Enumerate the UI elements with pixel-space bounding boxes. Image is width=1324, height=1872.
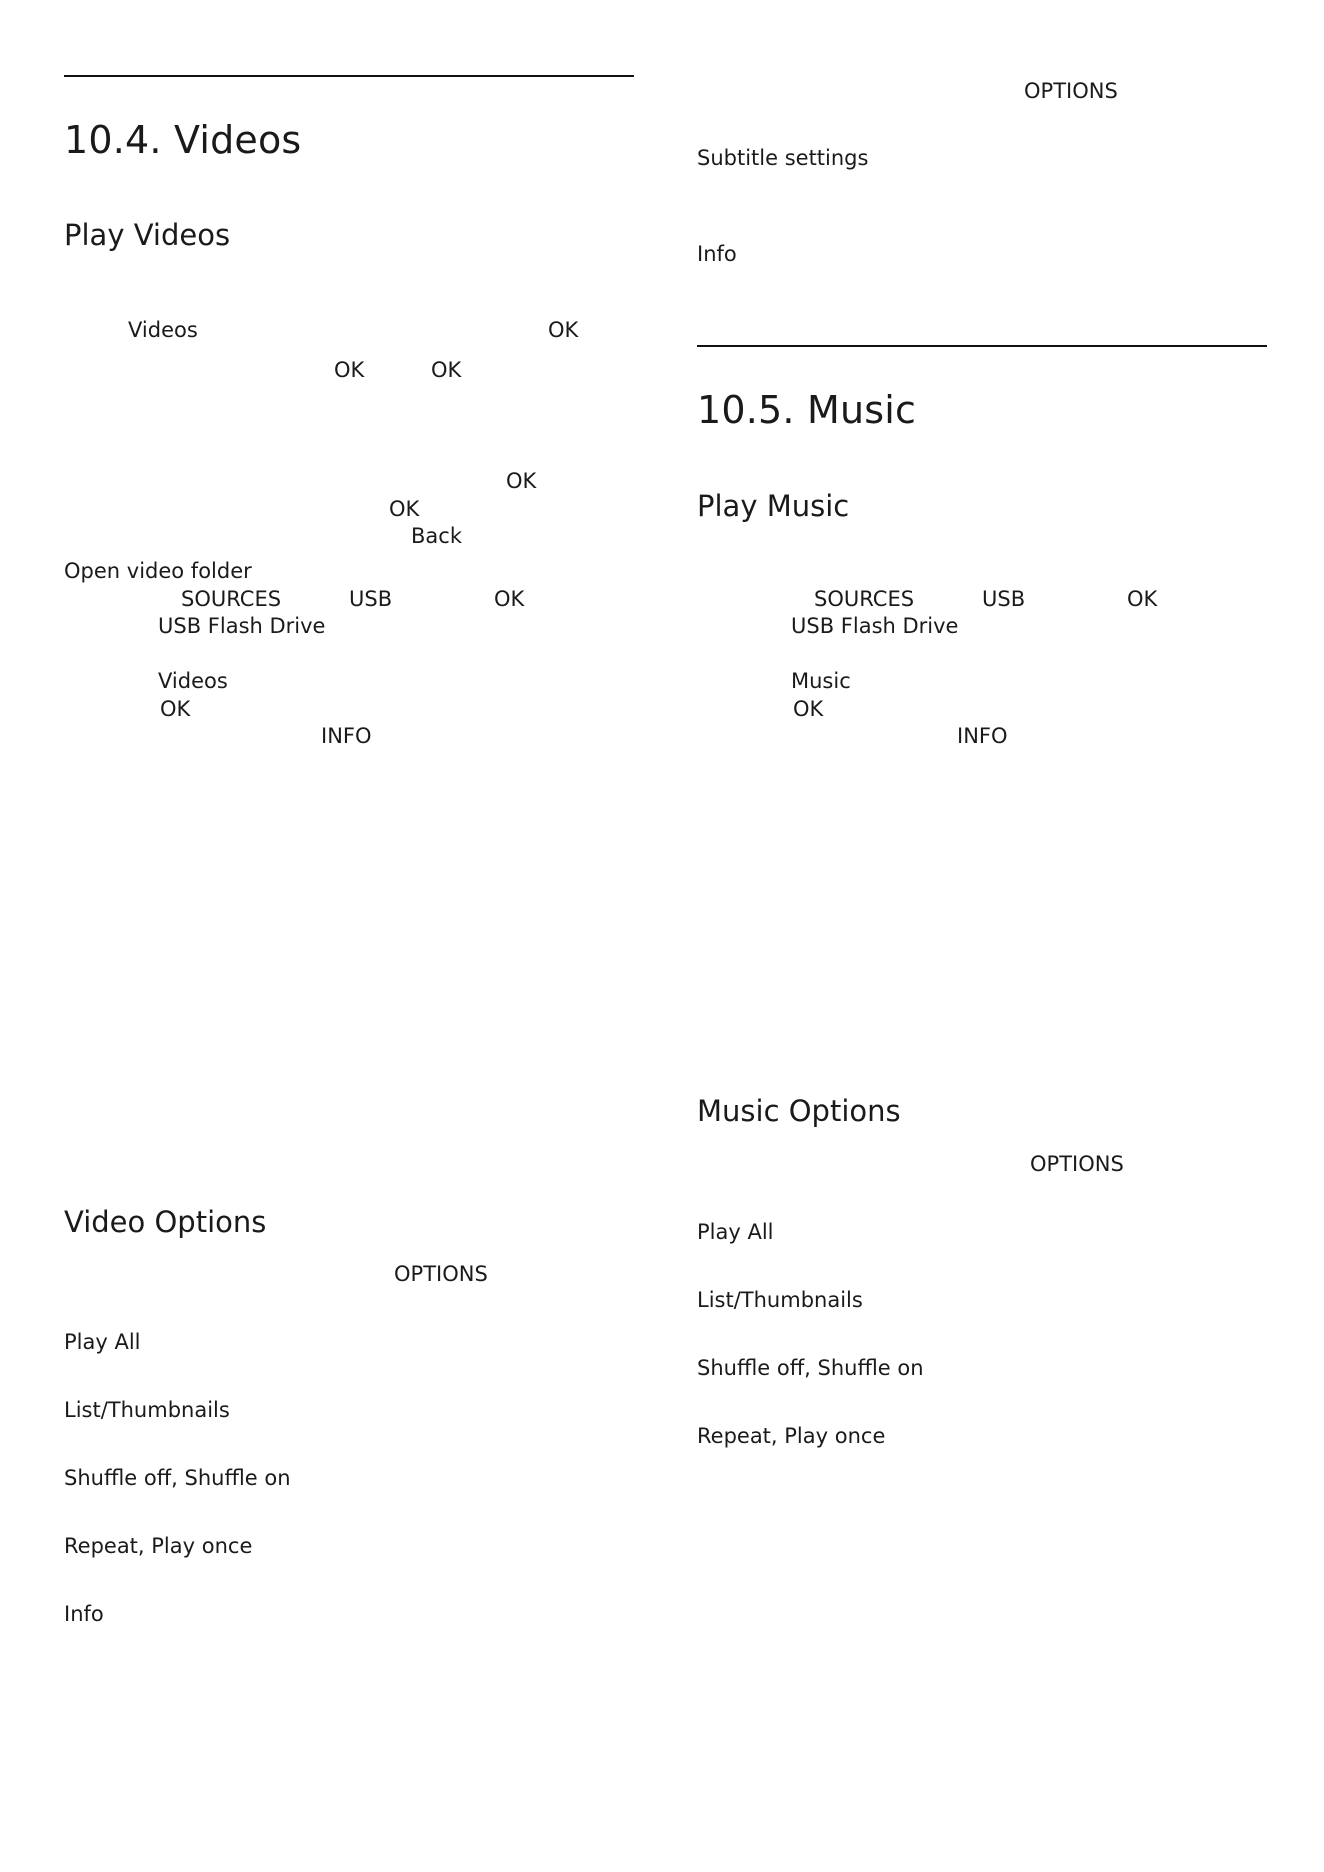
option-repeat: Repeat, Play once <box>64 1534 253 1558</box>
keyword-ok: OK <box>160 697 191 721</box>
keyword-ok: OK <box>389 497 420 521</box>
keyword-usb-flash-drive: USB Flash Drive <box>158 614 326 638</box>
option-play-all: Play All <box>697 1220 774 1244</box>
option-shuffle: Shuffle off, Shuffle on <box>697 1356 924 1380</box>
keyword-back: Back <box>411 524 462 548</box>
open-video-folder-title: Open video folder <box>64 559 252 583</box>
option-play-all: Play All <box>64 1330 141 1354</box>
option-info: Info <box>64 1602 104 1626</box>
keyword-usb: USB <box>349 587 393 611</box>
heading-music-options: Music Options <box>697 1094 901 1128</box>
keyword-music: Music <box>791 669 851 693</box>
keyword-options: OPTIONS <box>394 1262 488 1286</box>
section-rule <box>697 345 1267 347</box>
keyword-info: INFO <box>321 724 372 748</box>
option-info: Info <box>697 242 737 266</box>
keyword-usb-flash-drive: USB Flash Drive <box>791 614 959 638</box>
keyword-options: OPTIONS <box>1024 79 1118 103</box>
keyword-videos: Videos <box>128 318 198 342</box>
keyword-ok: OK <box>506 469 537 493</box>
section-title-music: 10.5. Music <box>697 388 917 432</box>
keyword-options: OPTIONS <box>1030 1152 1124 1176</box>
option-shuffle: Shuffle off, Shuffle on <box>64 1466 291 1490</box>
heading-video-options: Video Options <box>64 1205 267 1239</box>
keyword-ok: OK <box>1127 587 1158 611</box>
option-list-thumbnails: List/Thumbnails <box>64 1398 230 1422</box>
heading-play-music: Play Music <box>697 489 850 523</box>
option-list-thumbnails: List/Thumbnails <box>697 1288 863 1312</box>
heading-play-videos: Play Videos <box>64 218 231 252</box>
keyword-usb: USB <box>982 587 1026 611</box>
keyword-sources: SOURCES <box>814 587 915 611</box>
section-title-videos: 10.4. Videos <box>64 118 302 162</box>
keyword-ok: OK <box>793 697 824 721</box>
option-repeat: Repeat, Play once <box>697 1424 886 1448</box>
keyword-sources: SOURCES <box>181 587 282 611</box>
keyword-ok: OK <box>494 587 525 611</box>
keyword-info: INFO <box>957 724 1008 748</box>
keyword-videos: Videos <box>158 669 228 693</box>
option-subtitle-settings: Subtitle settings <box>697 146 869 170</box>
right-column <box>697 0 1267 1872</box>
section-rule <box>64 75 634 77</box>
keyword-ok: OK <box>431 358 462 382</box>
keyword-ok: OK <box>334 358 365 382</box>
keyword-ok: OK <box>548 318 579 342</box>
left-column <box>64 0 634 1872</box>
